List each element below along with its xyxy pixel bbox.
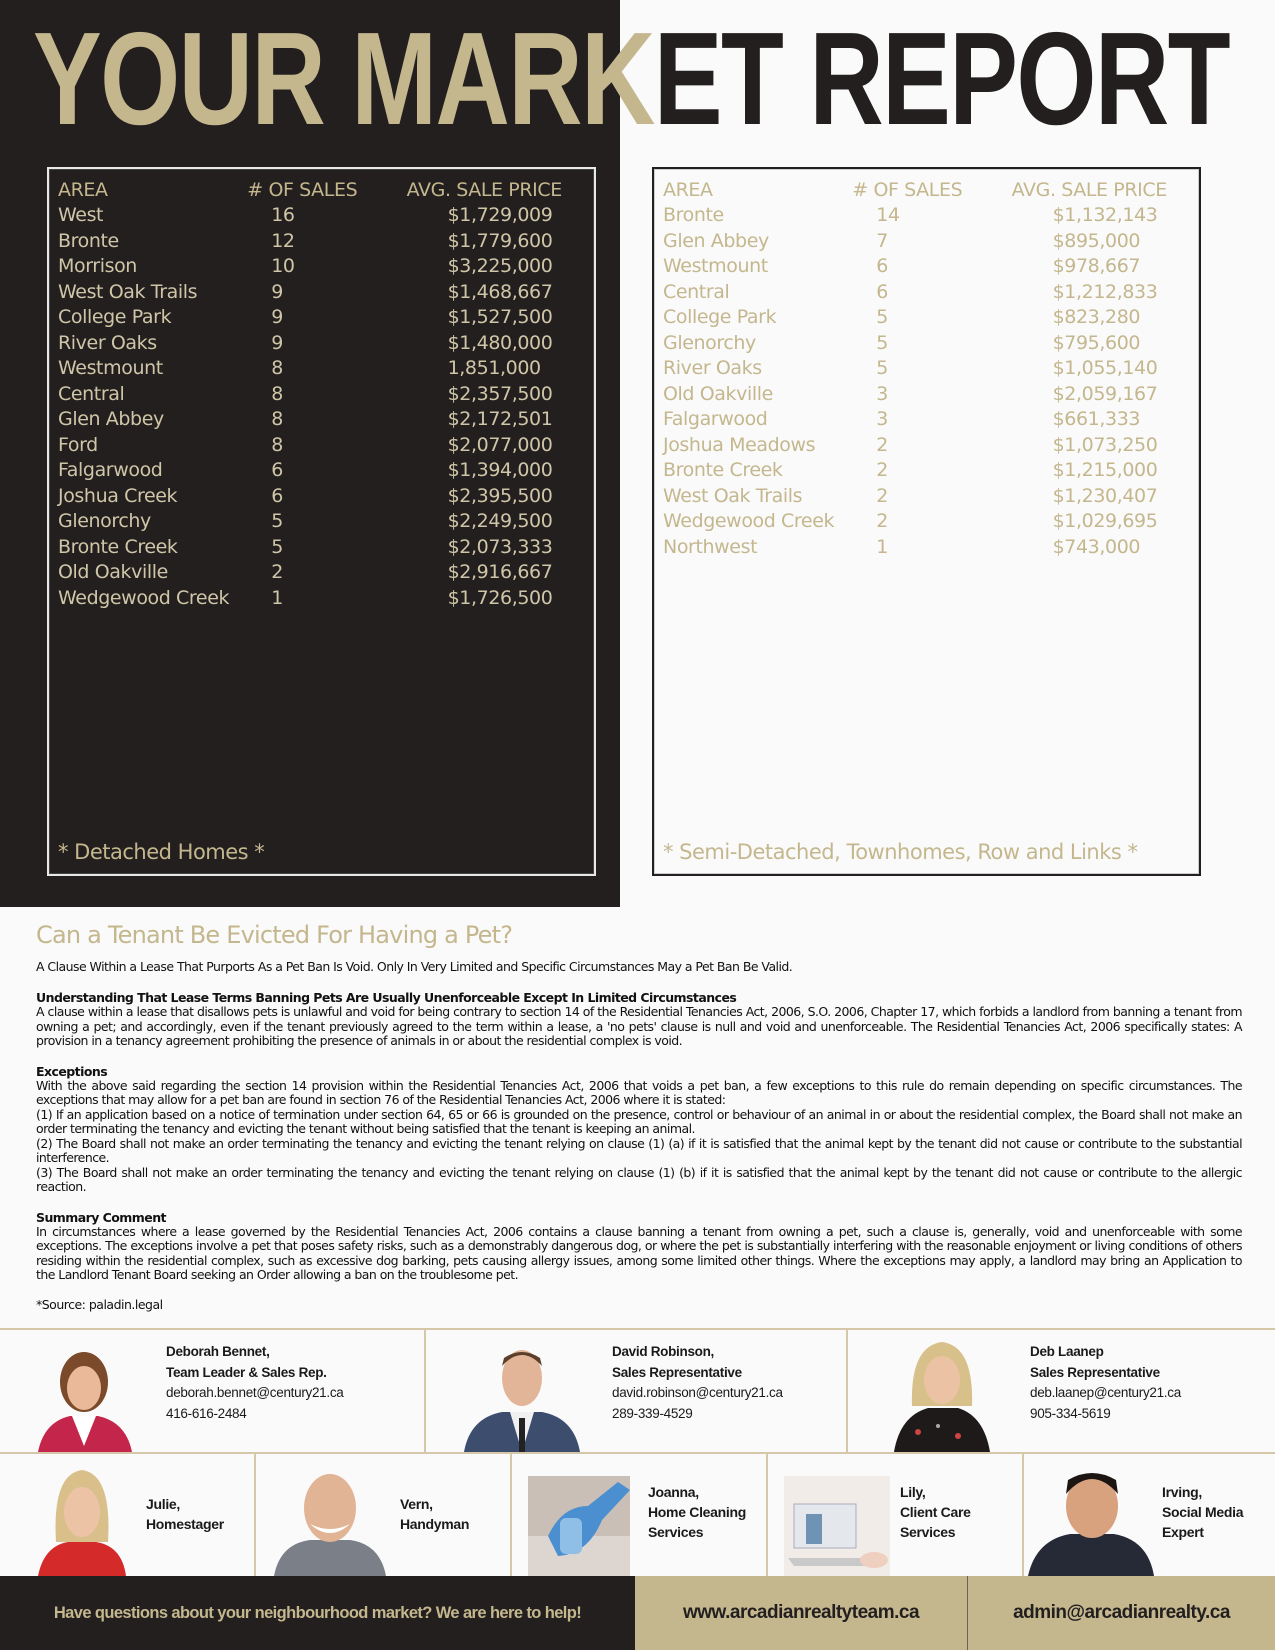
area-cell: West Oak Trails — [58, 280, 198, 303]
column-header-area: AREA — [663, 178, 713, 201]
support-card — [766, 1454, 1022, 1576]
footer-email-link[interactable]: admin@arcadianrealty.ca — [967, 1576, 1275, 1650]
column-header-sales: # OF SALES — [852, 178, 963, 201]
article-section — [36, 991, 1242, 1049]
price-cell: $1,230,407 — [1052, 484, 1158, 507]
table-row — [58, 279, 586, 305]
table-row — [58, 203, 586, 229]
support-name: Irving, — [1162, 1484, 1202, 1500]
area-cell: Old Oakville — [663, 382, 773, 405]
table-row — [663, 483, 1191, 509]
sales-cell: 12 — [271, 229, 295, 252]
sales-cell: 3 — [876, 382, 888, 405]
agent-name: David Robinson, — [612, 1344, 715, 1359]
section-paragraph: (2) The Board shall not make an order terminating the tenancy and evicting the tenant relying on clause (1) (a) if it is satisfied that the animal kept by the tenant did not cause or contribute to the substantial interference. — [36, 1135, 1242, 1165]
price-cell: $1,527,500 — [447, 306, 553, 329]
area-cell: Morrison — [58, 255, 137, 278]
column-header-price: AVG. SALE PRICE — [1011, 178, 1167, 201]
area-cell: Glenorchy — [58, 510, 151, 533]
agent-email[interactable]: deb.laanep@century21.ca — [1030, 1385, 1181, 1400]
sales-cell: 8 — [271, 433, 283, 456]
support-info — [146, 1494, 224, 1534]
article-subheading: A Clause Within a Lease That Purports As a Pet Ban Is Void. Only In Very Limited and Specific Circumstances May a Pet Ban Be Valid. — [36, 959, 793, 974]
section-paragraph: (3) The Board shall not make an order terminating the tenancy and evicting the tenant relying on clause (1) (b) if it is satisfied that the animal kept by the tenant did not cause or contribute to the allergic reaction. — [36, 1164, 1242, 1194]
agent-name: Deb Laanep — [1030, 1344, 1104, 1359]
table-row — [58, 381, 586, 407]
sales-cell: 10 — [271, 255, 295, 278]
table-header-row — [663, 177, 1191, 203]
article-sections — [36, 991, 1242, 1283]
area-cell: Wedgewood Creek — [663, 510, 835, 533]
section-title: Understanding That Lease Terms Banning Pets Are Usually Unenforceable Except In Limited Circumstances — [36, 990, 737, 1005]
footer — [0, 1576, 1275, 1650]
support-role-2: Services — [648, 1524, 704, 1540]
price-cell: $1,779,600 — [447, 229, 553, 252]
agent-phone[interactable]: 289-339-4529 — [612, 1405, 693, 1421]
support-role: Client Care — [900, 1504, 971, 1520]
table-row — [663, 330, 1191, 356]
area-cell: West Oak Trails — [663, 484, 803, 507]
sales-cell: 8 — [271, 382, 283, 405]
section-paragraph: With the above said regarding the section 14 provision within the Residential Tenancies Act, 2006 that voids a pet ban, a few exceptions to this rule do remain depending on specific circumstances. The exceptions that may allow for a pet ban are found in section 76 of the Residential Tenancies Act, 2006 where it is stated: — [36, 1077, 1242, 1107]
support-photo — [784, 1476, 890, 1576]
support-info — [648, 1482, 746, 1542]
price-cell: $2,395,500 — [447, 484, 553, 507]
section-title: Exceptions — [36, 1063, 108, 1079]
section-paragraph: (1) If an application based on a notice of termination under section 64, 65 or 66 is grounded on the presence, control or behaviour of an animal in or about the residential complex, the Board shall not make an order terminating the tenancy and evicting the tenant without being satisfied that the tenant is keeping an animal. — [36, 1106, 1242, 1136]
price-cell: $2,249,500 — [447, 510, 553, 533]
sales-cell: 5 — [271, 510, 283, 533]
column-header-sales: # OF SALES — [247, 178, 358, 201]
page-title — [0, 14, 1275, 144]
price-cell: 1,851,000 — [447, 357, 541, 380]
area-cell: West — [58, 204, 104, 227]
table-row — [58, 509, 586, 535]
support-info — [400, 1494, 469, 1534]
section-paragraph: A clause within a lease that disallows pets is unlawful and void for being contrary to section 14 of the Residential Tenancies Act, 2006, S.O. 2006, Chapter 17, which forbids a landlord from banning a tenant from owning a pet; and accordingly, even if the tenant previously agreed to the term within a lease, a 'no pets' clause is null and void and unenforceable. The Residential Tenancies Act, 2006 specifically states: A provision in a tenancy agreement prohibiting the presence of animals in or about the residential complex is void. — [36, 1004, 1242, 1048]
support-name: Joanna, — [648, 1484, 699, 1500]
agent-phone[interactable]: 416-616-2484 — [166, 1405, 247, 1421]
column-header-price: AVG. SALE PRICE — [406, 178, 562, 201]
agent-name: Deborah Bennet, — [166, 1344, 270, 1359]
support-card — [254, 1454, 510, 1576]
agent-photo — [462, 1340, 582, 1452]
title-part-gold: YOUR MARK — [33, 14, 654, 144]
price-cell: $1,729,009 — [447, 204, 553, 227]
agent-photo — [888, 1336, 996, 1452]
article-section — [36, 1211, 1242, 1283]
sales-cell: 5 — [876, 331, 888, 354]
price-cell: $2,077,000 — [447, 433, 553, 456]
sales-cell: 5 — [876, 357, 888, 380]
area-cell: Glen Abbey — [58, 408, 164, 431]
page-title-text — [33, 14, 1229, 144]
area-cell: College Park — [663, 306, 777, 329]
price-cell: $895,000 — [1052, 229, 1141, 252]
semi-detached-note: * Semi-Detached, Townhomes, Row and Links * — [663, 840, 1138, 864]
column-header-area: AREA — [58, 178, 108, 201]
agent-info — [1030, 1342, 1181, 1424]
table-row — [663, 305, 1191, 331]
price-cell: $1,029,695 — [1052, 510, 1158, 533]
agent-card — [846, 1330, 1275, 1452]
area-cell: River Oaks — [58, 331, 157, 354]
area-cell: Wedgewood Creek — [58, 586, 230, 609]
sales-cell: 7 — [876, 229, 888, 252]
table-header-row — [58, 177, 586, 203]
price-cell: $2,073,333 — [447, 535, 553, 558]
table-row — [58, 534, 586, 560]
price-cell: $1,394,000 — [447, 459, 553, 482]
price-cell: $1,726,500 — [447, 586, 553, 609]
area-cell: Central — [58, 382, 125, 405]
price-cell: $823,280 — [1052, 306, 1141, 329]
sales-cell: 16 — [271, 204, 295, 227]
price-cell: $1,132,143 — [1052, 204, 1158, 227]
detached-table-body — [58, 177, 586, 611]
area-cell: College Park — [58, 306, 172, 329]
support-role-2: Services — [900, 1524, 956, 1540]
sales-cell: 2 — [876, 459, 888, 482]
agent-title: Sales Representative — [1030, 1364, 1160, 1380]
price-cell: $2,059,167 — [1052, 382, 1158, 405]
agent-card — [0, 1330, 424, 1452]
agent-photo — [30, 1342, 138, 1452]
table-row — [663, 381, 1191, 407]
area-cell: Bronte — [58, 229, 119, 252]
price-cell: $1,212,833 — [1052, 280, 1158, 303]
table-row — [663, 203, 1191, 229]
agent-phone[interactable]: 905-334-5619 — [1030, 1405, 1111, 1421]
sales-cell: 6 — [876, 280, 888, 303]
support-card — [1022, 1454, 1275, 1576]
sales-cell: 2 — [876, 484, 888, 507]
area-cell: Old Oakville — [58, 561, 168, 584]
price-cell: $978,667 — [1052, 255, 1141, 278]
area-cell: Joshua Meadows — [663, 433, 816, 456]
article-source: *Source: paladin.legal — [36, 1296, 163, 1312]
support-name: Julie, — [146, 1496, 180, 1512]
area-cell: Falgarwood — [663, 408, 768, 431]
agent-email[interactable]: deborah.bennet@century21.ca — [166, 1385, 344, 1400]
support-photo — [34, 1464, 130, 1576]
table-row — [58, 432, 586, 458]
table-row — [663, 458, 1191, 484]
support-card — [0, 1454, 254, 1576]
semi-detached-table — [652, 167, 1201, 876]
agents-row — [0, 1328, 1275, 1452]
sales-cell: 6 — [271, 459, 283, 482]
table-row — [663, 228, 1191, 254]
support-name: Vern, — [400, 1496, 433, 1512]
sales-cell: 9 — [271, 306, 283, 329]
sales-cell: 2 — [876, 510, 888, 533]
table-row — [663, 279, 1191, 305]
table-row — [663, 509, 1191, 535]
support-photo — [1028, 1464, 1154, 1576]
agent-email[interactable]: david.robinson@century21.ca — [612, 1385, 783, 1400]
area-cell: Northwest — [663, 535, 758, 558]
table-row — [58, 585, 586, 611]
support-role: Social Media — [1162, 1504, 1244, 1520]
support-photo — [528, 1476, 630, 1576]
detached-homes-table — [47, 167, 596, 876]
area-cell: Glen Abbey — [663, 229, 769, 252]
area-cell: Joshua Creek — [58, 484, 178, 507]
article-heading: Can a Tenant Be Evicted For Having a Pet? — [36, 921, 513, 949]
sales-cell: 2 — [876, 433, 888, 456]
sales-cell: 9 — [271, 280, 283, 303]
support-role: Handyman — [400, 1516, 470, 1532]
price-cell: $1,073,250 — [1052, 433, 1158, 456]
section-paragraph: In circumstances where a lease governed by the Residential Tenancies Act, 2006 contains a clause banning a tenant from owning a pet, such a clause is, generally, void and unenforceable with some exceptions. The exceptions involve a pet that poses safety risks, such as a demonstrably dangerous dog, or where the pet is substantially interfering with the reasonable enjoyment or living conditions of others residing within the residential complex, such as excessive dog barking, pets causing allergy issues, among some limited other things. Where the exceptions may apply, a landlord may bring an Application to the Landlord Tenant Board seeking an Order allowing a ban on the troublesome pet. — [36, 1223, 1242, 1282]
table-row — [663, 407, 1191, 433]
agent-card — [424, 1330, 846, 1452]
area-cell: Bronte — [663, 204, 724, 227]
table-row — [58, 483, 586, 509]
sales-cell: 1 — [876, 535, 888, 558]
area-cell: Ford — [58, 433, 98, 456]
support-photo — [270, 1464, 390, 1576]
price-cell: $2,916,667 — [447, 561, 553, 584]
price-cell: $795,600 — [1052, 331, 1141, 354]
table-row — [58, 407, 586, 433]
sales-cell: 6 — [271, 484, 283, 507]
support-role-2: Expert — [1162, 1524, 1204, 1540]
table-row — [58, 254, 586, 280]
price-cell: $743,000 — [1052, 535, 1141, 558]
area-cell: Glenorchy — [663, 331, 756, 354]
support-card — [510, 1454, 766, 1576]
table-row — [58, 356, 586, 382]
sales-cell: 8 — [271, 357, 283, 380]
agent-title: Sales Representative — [612, 1364, 742, 1380]
support-team-row — [0, 1452, 1275, 1576]
sales-cell: 3 — [876, 408, 888, 431]
table-row — [663, 254, 1191, 280]
table-row — [58, 228, 586, 254]
support-role: Home Cleaning — [648, 1504, 747, 1520]
price-cell: $661,333 — [1052, 408, 1141, 431]
article-section — [36, 1065, 1242, 1195]
table-row — [663, 534, 1191, 560]
sales-cell: 6 — [876, 255, 888, 278]
table-row — [58, 560, 586, 586]
title-part-dark: ET REPORT — [653, 14, 1230, 144]
support-info — [1162, 1482, 1243, 1542]
area-cell: Westmount — [58, 357, 163, 380]
semi-table-body — [663, 177, 1191, 560]
sales-cell: 2 — [271, 561, 283, 584]
table-row — [663, 356, 1191, 382]
sales-cell: 9 — [271, 331, 283, 354]
agent-info — [612, 1342, 783, 1424]
sales-cell: 14 — [876, 204, 900, 227]
sales-cell: 1 — [271, 586, 283, 609]
price-cell: $1,055,140 — [1052, 357, 1158, 380]
area-cell: Bronte Creek — [58, 535, 178, 558]
area-cell: River Oaks — [663, 357, 762, 380]
table-row — [663, 432, 1191, 458]
support-role: Homestager — [146, 1516, 224, 1532]
support-name: Lily, — [900, 1484, 926, 1500]
section-title: Summary Comment — [36, 1209, 166, 1225]
sales-cell: 5 — [271, 535, 283, 558]
support-info — [900, 1482, 971, 1542]
price-cell: $1,468,667 — [447, 280, 553, 303]
sales-cell: 8 — [271, 408, 283, 431]
area-cell: Bronte Creek — [663, 459, 783, 482]
table-row — [58, 330, 586, 356]
detached-homes-note: * Detached Homes * — [58, 840, 265, 864]
article — [36, 915, 1242, 1312]
sales-cell: 5 — [876, 306, 888, 329]
price-cell: $3,225,000 — [447, 255, 553, 278]
area-cell: Falgarwood — [58, 459, 163, 482]
agent-title: Team Leader & Sales Rep. — [166, 1364, 327, 1380]
table-row — [58, 458, 586, 484]
area-cell: Central — [663, 280, 730, 303]
footer-website-link[interactable]: www.arcadianrealtyteam.ca — [635, 1576, 967, 1650]
footer-tagline: Have questions about your neighbourhood market? We are here to help! — [0, 1576, 635, 1650]
agent-info — [166, 1342, 344, 1424]
table-row — [58, 305, 586, 331]
price-cell: $2,172,501 — [447, 408, 553, 431]
area-cell: Westmount — [663, 255, 768, 278]
price-cell: $1,215,000 — [1052, 459, 1158, 482]
price-cell: $2,357,500 — [447, 382, 553, 405]
price-cell: $1,480,000 — [447, 331, 553, 354]
